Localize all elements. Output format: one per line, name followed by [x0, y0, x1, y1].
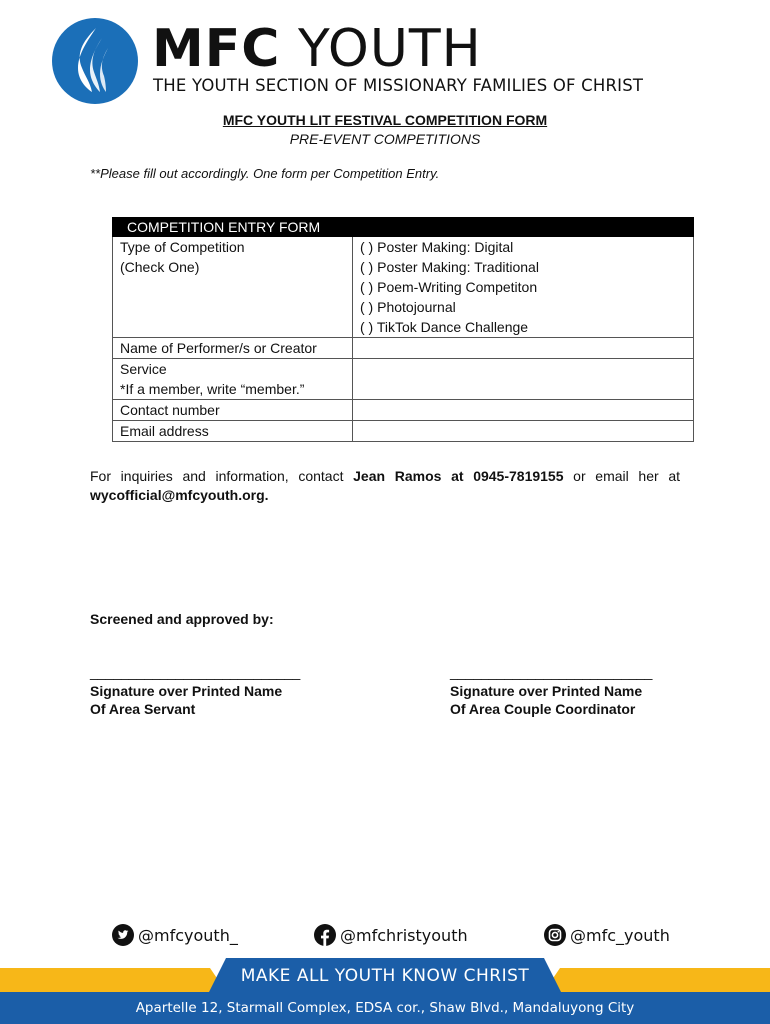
- contact-number-label: Contact number: [113, 400, 353, 421]
- twitter-handle: @mfcyouth_: [138, 925, 238, 945]
- signature-caption-left-line2: Of Area Servant: [90, 701, 196, 717]
- table-header-filler: [353, 218, 694, 237]
- email-address-field[interactable]: [353, 421, 694, 442]
- inquiry-contact: Jean Ramos at 0945-7819155: [353, 468, 564, 484]
- social-instagram[interactable]: [544, 924, 670, 946]
- footer-slogan: MAKE ALL YOUTH KNOW CHRIST: [240, 966, 530, 986]
- inquiry-paragraph: [90, 467, 680, 505]
- mfc-flame-logo-icon: [52, 18, 138, 104]
- signature-line-right: __________________________: [450, 664, 653, 680]
- signature-caption-right-line2: Of Area Couple Coordinator: [450, 701, 636, 717]
- competition-entry-table: [112, 217, 694, 442]
- screened-approved-label: Screened and approved by:: [90, 611, 274, 627]
- service-field[interactable]: [353, 359, 694, 400]
- signature-caption-left-line1: Signature over Printed Name: [90, 683, 283, 699]
- facebook-icon: [314, 924, 336, 946]
- signature-caption-couple-coordinator: [450, 682, 642, 718]
- instagram-handle: @mfc_youth: [570, 925, 670, 945]
- service-label-line1: Service: [120, 361, 167, 377]
- type-label-line2: (Check One): [120, 259, 200, 275]
- option-photojournal[interactable]: ( ) Photojournal: [360, 299, 456, 315]
- service-label-line2: *If a member, write “member.”: [120, 381, 305, 397]
- facebook-handle: @mfchristyouth: [340, 925, 468, 945]
- service-label: [113, 359, 353, 400]
- form-title: MFC YOUTH LIT FESTIVAL COMPETITION FORM: [222, 112, 548, 128]
- email-address-label: Email address: [113, 421, 353, 442]
- brand-mfc: MFC: [152, 19, 281, 79]
- type-label-line1: Type of Competition: [120, 239, 245, 255]
- social-facebook[interactable]: [314, 924, 468, 946]
- option-poster-traditional[interactable]: ( ) Poster Making: Traditional: [360, 259, 539, 275]
- signature-line-left: ___________________________: [90, 664, 301, 680]
- form-subtitle: PRE-EVENT COMPETITIONS: [289, 131, 481, 147]
- instagram-icon: [544, 924, 566, 946]
- brand-youth: YOUTH: [297, 19, 482, 79]
- twitter-icon: [112, 924, 134, 946]
- inquiry-email[interactable]: wycofficial@mfcyouth.org.: [90, 487, 269, 503]
- performer-field[interactable]: [353, 338, 694, 359]
- brand-wordmark: [152, 19, 482, 79]
- option-poster-digital[interactable]: ( ) Poster Making: Digital: [360, 239, 514, 255]
- signature-caption-right-line1: Signature over Printed Name: [450, 683, 643, 699]
- contact-number-field[interactable]: [353, 400, 694, 421]
- signature-caption-area-servant: [90, 682, 282, 718]
- performer-label: Name of Performer/s or Creator: [113, 338, 353, 359]
- option-poem-writing[interactable]: ( ) Poem-Writing Competiton: [360, 279, 538, 295]
- option-tiktok-dance[interactable]: ( ) TikTok Dance Challenge: [360, 319, 529, 335]
- social-twitter[interactable]: [112, 924, 238, 946]
- inquiry-middle: or email her at: [563, 468, 680, 484]
- footer-address: Apartelle 12, Starmall Complex, EDSA cor., Shaw Blvd., Mandaluyong City: [135, 1000, 635, 1016]
- inquiry-prefix: For inquiries and information, contact: [90, 468, 354, 484]
- type-of-competition-label: [113, 237, 353, 338]
- brand-tagline: THE YOUTH SECTION OF MISSIONARY FAMILIES OF CHRIST: [153, 76, 644, 95]
- form-instructions: **Please fill out accordingly. One form per Competition Entry.: [90, 166, 440, 181]
- table-header: COMPETITION ENTRY FORM: [113, 218, 353, 237]
- competition-options: [353, 237, 694, 338]
